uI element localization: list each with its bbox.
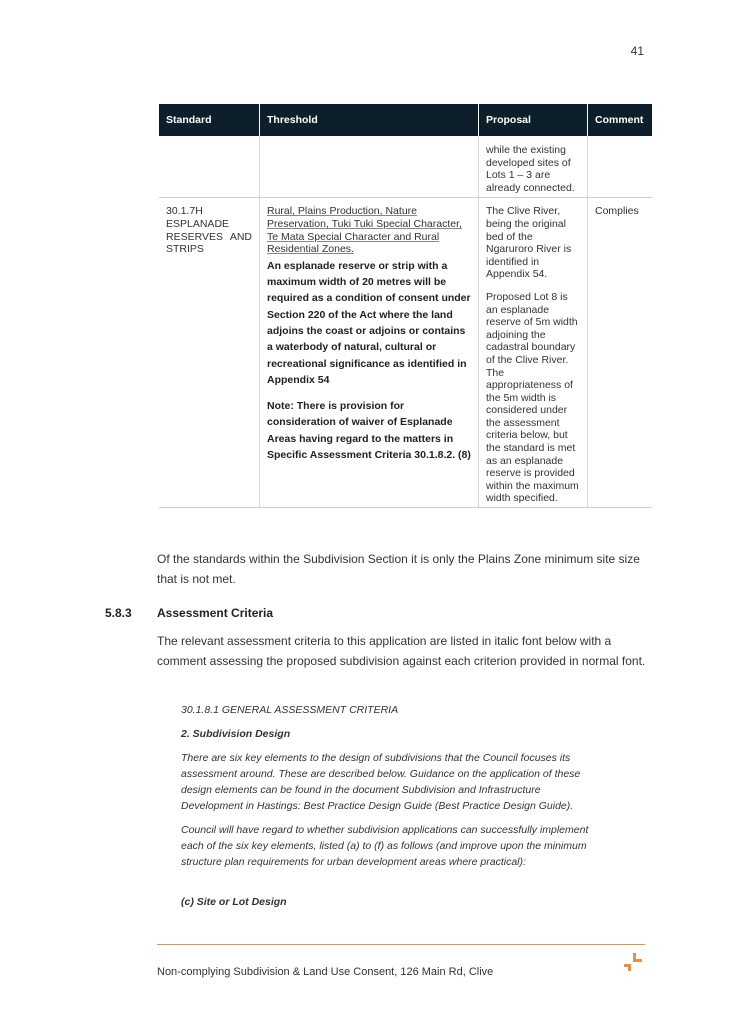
cell-threshold	[260, 136, 479, 198]
footer-rule	[157, 944, 645, 945]
cell-threshold	[260, 198, 479, 508]
proposal-para-2: Proposed Lot 8 is an esplanade reserve of 5m width adjoining the cadastral boundary of the Clive River. The appropriateness of the 5m width is considered under the assessment criteria below, but the standard is met as an esplanade reserve is provided within the maximum width specified.	[486, 290, 579, 505]
table-row	[159, 136, 652, 198]
summary-paragraph: Of the standards within the Subdivision Section it is only the Plains Zone minimum site size that is not met.	[157, 552, 640, 586]
standard-name: 30.1.7H ESPLANADE RESERVES AND STRIPS	[166, 205, 252, 256]
proposal-para-1: The Clive River, being the original bed of the Ngaruroro River is identified in Appendix 54.	[486, 205, 572, 281]
header-standard: Standard	[159, 104, 260, 136]
section-title: Assessment Criteria	[157, 606, 274, 620]
cell-comment	[588, 136, 653, 198]
cell-standard	[159, 198, 260, 508]
criteria-subheading: 2. Subdivision Design	[181, 728, 291, 740]
section-number: 5.8.3	[105, 606, 132, 620]
standards-table	[159, 104, 652, 508]
header-proposal: Proposal	[479, 104, 588, 136]
cell-proposal	[479, 198, 588, 508]
company-logo-icon	[624, 953, 642, 971]
cell-standard	[159, 136, 260, 198]
cell-comment: Complies	[588, 198, 653, 508]
criteria-heading: 30.1.8.1 GENERAL ASSESSMENT CRITERIA	[181, 704, 399, 716]
criteria-item-c: (c) Site or Lot Design	[181, 896, 287, 908]
header-comment: Comment	[588, 104, 653, 136]
criteria-para-1: There are six key elements to the design of subdivisions that the Council focuses its assessment around. These are described below. Guidance on the application of these design elements can be found in the document Subdivision and Infrastructure Development in Hastings: Best Practice Design Guide (Best Practice Design Guide).	[181, 752, 581, 812]
header-threshold: Threshold	[260, 104, 479, 136]
threshold-note: Note: There is provision for consideration of waiver of Esplanade Areas having regard to the matters in Specific Assessment Criteria 30.1.8.2. (8)	[267, 400, 471, 462]
page-number: 41	[630, 44, 644, 58]
cell-proposal: while the existing developed sites of Lots 1 – 3 are already connected.	[479, 136, 588, 198]
table-header-row	[159, 104, 652, 136]
threshold-rule: An esplanade reserve or strip with a maximum width of 20 metres will be required as a condition of consent under Section 220 of the Act where the land adjoins the coast or adjoins or contains a waterbody of natural, cultural or recreational significance as identified in Appendix 54	[267, 259, 471, 386]
table-row	[159, 198, 652, 508]
criteria-para-2: Council will have regard to whether subdivision applications can successfully implement each of the six key elements, listed (a) to (f) as follows (and improve upon the minimum structure plan requirements for urban development areas where practical):	[181, 824, 589, 868]
footer-text: Non-complying Subdivision & Land Use Consent, 126 Main Rd, Clive	[157, 966, 494, 978]
threshold-zones: Rural, Plains Production, Nature Preservation, Tuki Tuki Special Character, Te Mata Special Character and Rural Residential Zones.	[267, 205, 462, 256]
section-intro: The relevant assessment criteria to this application are listed in italic font below with a comment assessing the proposed subdivision against each criterion provided in normal font.	[157, 634, 646, 668]
